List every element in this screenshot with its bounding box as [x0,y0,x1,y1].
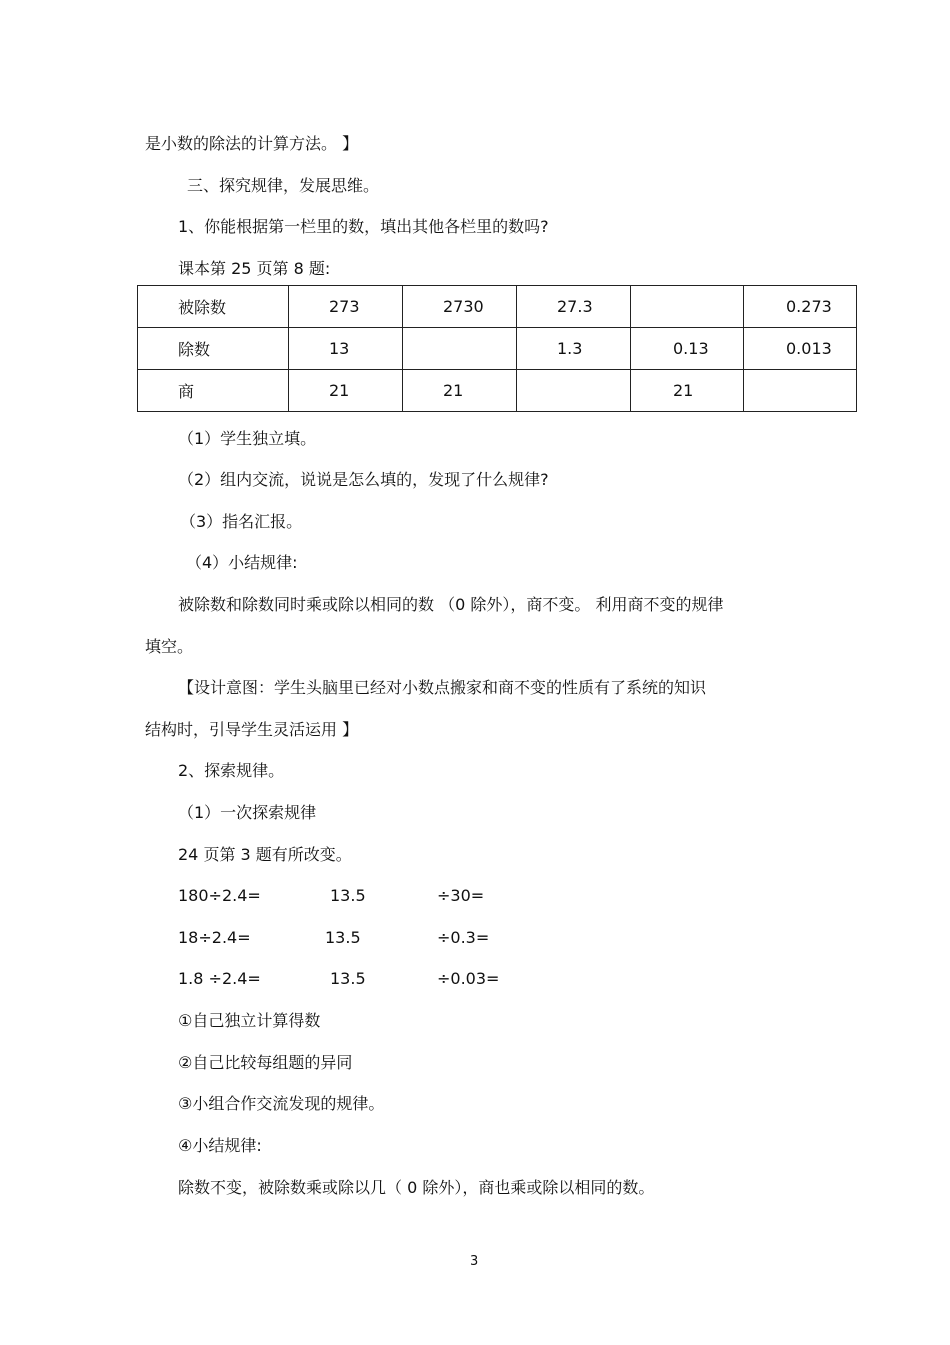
equation-right: ÷30= [437,886,485,905]
equation-middle: 13.5 [330,886,366,905]
equation-middle: 13.5 [325,928,361,947]
table-cell: 273 [289,286,403,328]
table-cell: 27.3 [517,286,631,328]
table-row [138,286,857,328]
table-cell: 21 [631,370,744,412]
equation-right: ÷0.3= [437,928,490,947]
rule-statement-cont: 填空。 [145,637,194,656]
equation-left: 180÷2.4= [178,886,261,905]
table-cell: 1.3 [517,328,631,370]
table-row [138,370,857,412]
step-4: （4）小结规律: [186,553,298,572]
equation-right: ÷0.03= [437,969,500,988]
table-cell: 0.273 [744,286,857,328]
row-label: 被除数 [138,286,289,328]
equation-left: 18÷2.4= [178,928,251,947]
activity-2: ②自己比较每组题的异同 [178,1053,353,1072]
exercise-reference: 24 页第 3 题有所改变。 [178,845,352,864]
activity-1: ①自己独立计算得数 [178,1011,321,1030]
table-cell: 0.013 [744,328,857,370]
division-table [137,285,857,412]
table-cell: 0.13 [631,328,744,370]
rule-statement: 被除数和除数同时乘或除以相同的数 （0 除外），商不变。 利用商不变的规律 [178,595,724,614]
table-cell [403,328,517,370]
question-2: 2、探索规律。 [178,761,285,780]
step-2: （2）组内交流，说说是怎么填的，发现了什么规律? [178,470,549,489]
text-line-1: 是小数的除法的计算方法。 】 [145,134,359,153]
rule-summary: 除数不变，被除数乘或除以几（ 0 除外），商也乘或除以相同的数。 [178,1178,655,1197]
table-cell [744,370,857,412]
section-heading-3: 三、探究规律，发展思维。 [187,176,380,195]
activity-4: ④小结规律: [178,1136,262,1155]
design-intent: 【设计意图：学生头脑里已经对小数点搬家和商不变的性质有了系统的知识 [178,678,707,697]
table-row [138,328,857,370]
equation-left: 1.8 ÷2.4= [178,969,261,988]
row-label: 商 [138,370,289,412]
equation-middle: 13.5 [330,969,366,988]
activity-3: ③小组合作交流发现的规律。 [178,1094,385,1113]
page-number: 3 [470,1254,479,1269]
sub-heading-1: （1）一次探索规律 [178,803,317,822]
question-1: 1、你能根据第一栏里的数，填出其他各栏里的数吗? [178,217,549,236]
design-intent-cont: 结构时，引导学生灵活运用 】 [145,720,359,739]
table-cell: 21 [403,370,517,412]
step-3: （3）指名汇报。 [180,512,303,531]
step-1: （1）学生独立填。 [178,429,317,448]
textbook-reference: 课本第 25 页第 8 题: [178,259,331,278]
table-cell [517,370,631,412]
table-cell: 13 [289,328,403,370]
row-label: 除数 [138,328,289,370]
table-cell: 21 [289,370,403,412]
table-cell: 2730 [403,286,517,328]
table-cell [631,286,744,328]
